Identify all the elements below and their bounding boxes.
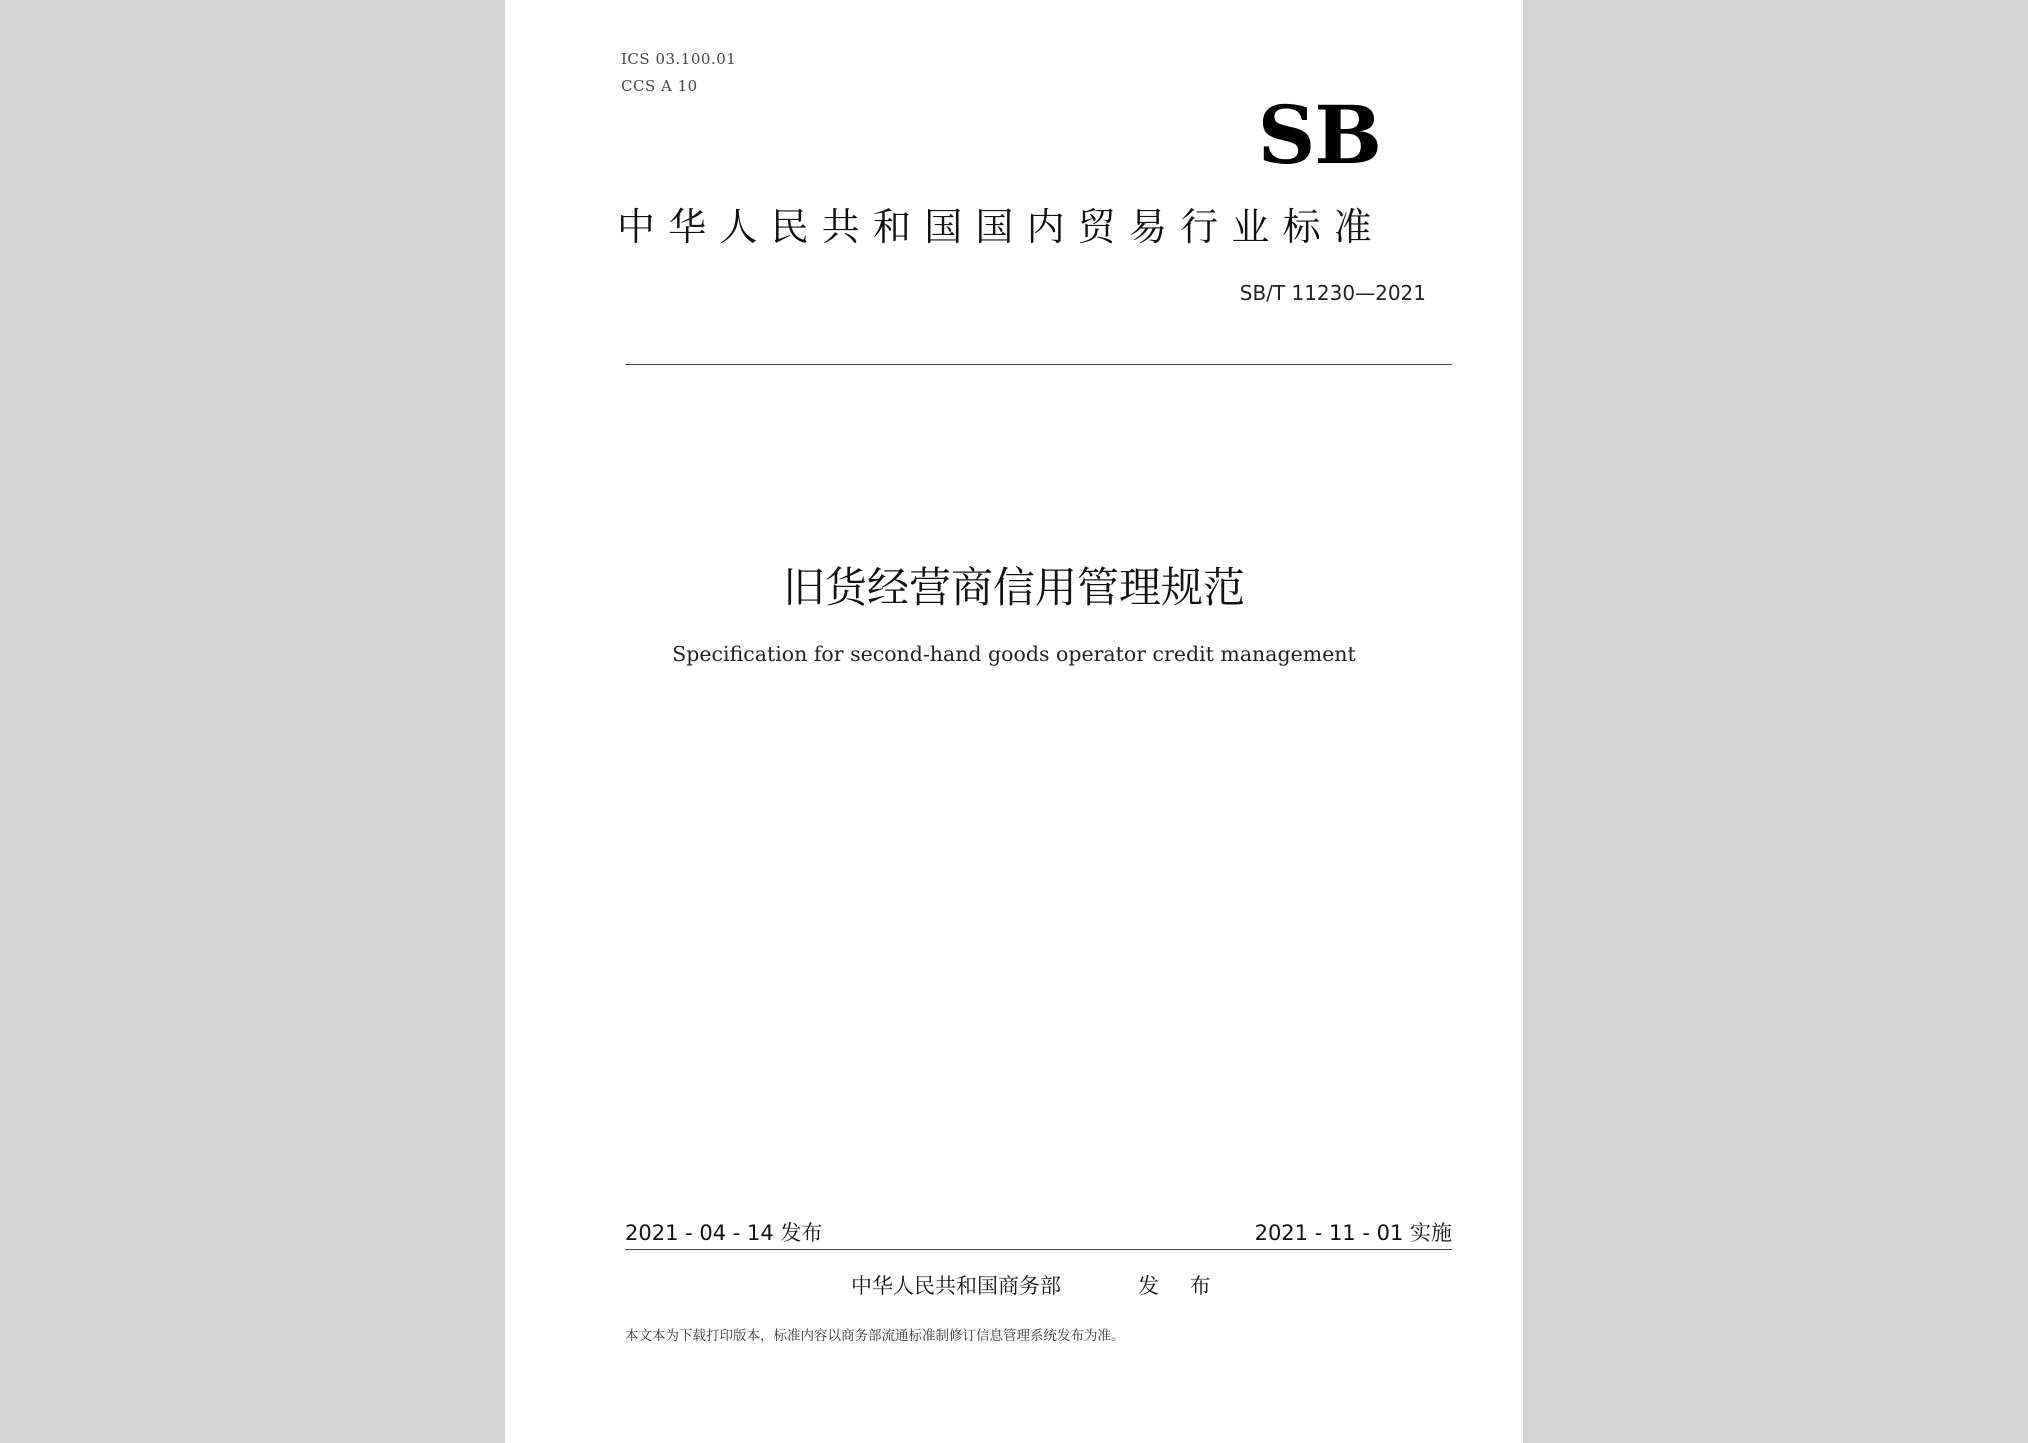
publisher: 中华人民共和国商务部 [851,1274,1061,1298]
ccs-code: CCS A 10 [621,77,698,95]
standard-code: SB/T 11230—2021 [1239,281,1426,305]
issue-date: 2021 - 04 - 14 发布 [625,1221,823,1245]
document-subtitle-en: Specification for second-hand goods operator credit management [672,642,1356,666]
disclaimer-note: 本文本为下载打印版本，标准内容以商务部流通标准制修订信息管理系统发布为准。 [625,1328,1125,1344]
document-page [505,0,1523,1443]
implementation-date: 2021 - 11 - 01 实施 [1254,1221,1452,1245]
document-title: 旧货经营商信用管理规范 [782,563,1245,612]
ics-code: ICS 03.100.01 [621,50,737,68]
publish-action: 发 布 [1138,1274,1223,1298]
bottom-divider [625,1249,1452,1250]
top-divider [625,364,1452,365]
standard-category-heading: 中华人民共和国国内贸易行业标准 [617,205,1386,249]
sb-logo: SB [1257,88,1381,182]
